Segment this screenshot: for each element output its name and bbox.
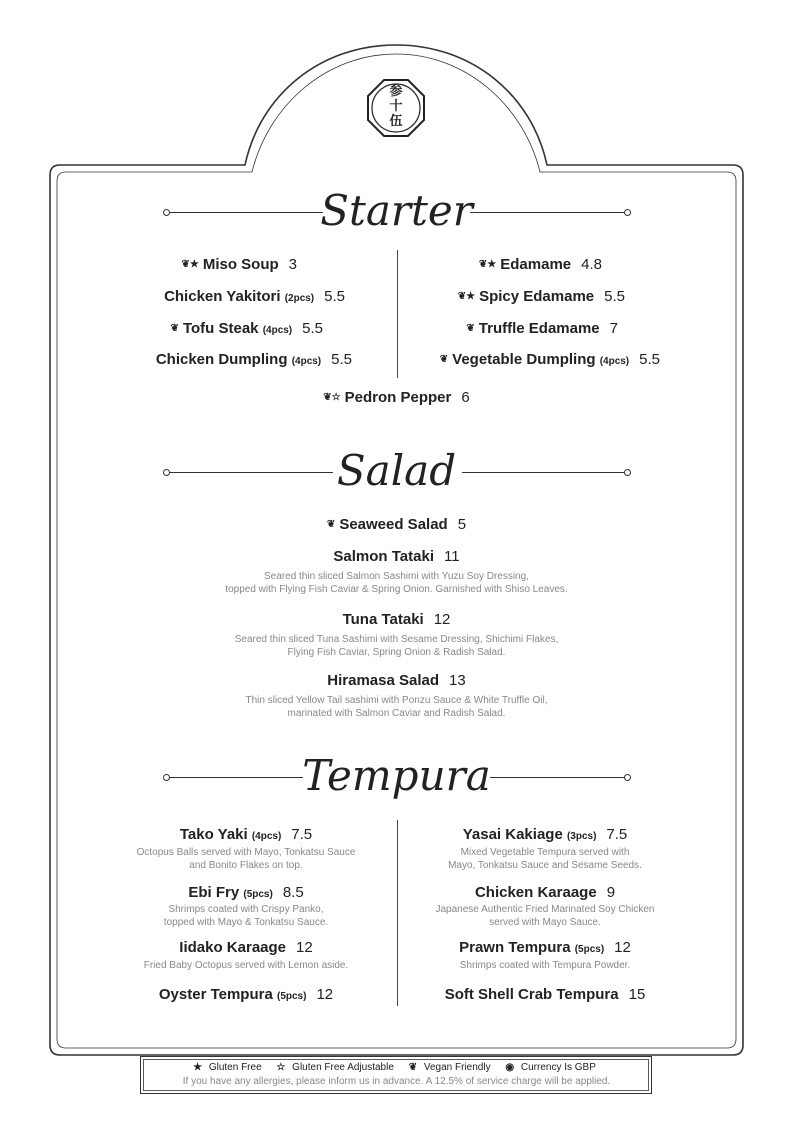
description-line: topped with Mayo & Tonkatsu Sauce. bbox=[163, 917, 329, 928]
item-price: 5.5 bbox=[604, 288, 625, 305]
item-description bbox=[0, 633, 793, 659]
item-price: 5.5 bbox=[324, 288, 345, 305]
item-name: Tako Yaki bbox=[179, 826, 248, 843]
item-price: 8.5 bbox=[282, 884, 304, 901]
menu-item-yasai-kakiage bbox=[420, 826, 670, 843]
section-title-starter: Starter bbox=[320, 186, 473, 235]
item-name: Tuna Tataki bbox=[342, 611, 424, 628]
brand-logo bbox=[366, 84, 426, 129]
item-pieces: (5pcs) bbox=[574, 944, 605, 955]
item-description bbox=[122, 846, 370, 872]
menu-item-soft-shell-crab-tempura bbox=[420, 986, 670, 1003]
legend-entry bbox=[409, 1062, 495, 1073]
item-name: Prawn Tempura bbox=[459, 939, 571, 956]
description-line: Octopus Balls served with Mayo, Tonkatsu Sauce bbox=[136, 847, 356, 858]
legend-label: Gluten Free Adjustable bbox=[292, 1062, 394, 1073]
description-line: Shrimps coated with Tempura Powder. bbox=[459, 960, 631, 971]
section-title-tempura: Tempura bbox=[302, 751, 491, 800]
legend-label: Currency Is GBP bbox=[520, 1062, 596, 1073]
item-pieces: (4pcs) bbox=[262, 325, 293, 336]
dietary-marker: ❦★ bbox=[457, 291, 476, 302]
item-pieces: (4pcs) bbox=[251, 831, 282, 842]
description-line: Japanese Authentic Fried Marinated Soy Chicken bbox=[435, 904, 655, 915]
item-name: Miso Soup bbox=[202, 256, 279, 273]
item-price: 5 bbox=[457, 516, 467, 533]
logo-glyph: 伍 bbox=[389, 114, 403, 129]
logo-glyph: 参 bbox=[389, 84, 403, 99]
item-pieces: (2pcs) bbox=[284, 293, 315, 304]
column-divider bbox=[397, 250, 398, 378]
item-name: Chicken Yakitori bbox=[164, 288, 281, 305]
item-price: 15 bbox=[628, 986, 646, 1003]
item-name: Pedron Pepper bbox=[344, 389, 452, 406]
item-price: 5.5 bbox=[302, 320, 323, 337]
gluten-free-icon: ★ bbox=[193, 1062, 203, 1073]
item-pieces: (5pcs) bbox=[276, 991, 307, 1002]
description-line: Flying Fish Caviar, Spring Onion & Radish Salad. bbox=[287, 647, 506, 658]
menu-item-chicken-karaage bbox=[420, 884, 670, 901]
item-description bbox=[420, 959, 670, 972]
item-price: 12 bbox=[296, 939, 313, 956]
item-price: 12 bbox=[614, 939, 631, 956]
column-divider bbox=[397, 820, 398, 1006]
dietary-marker: ❦ bbox=[170, 323, 179, 334]
legend-entry bbox=[505, 1062, 600, 1073]
section-title-salad: Salad bbox=[336, 446, 457, 495]
dietary-marker: ❦☆ bbox=[323, 392, 341, 403]
allergy-notice: If you have any allergies, please inform us in advance. A 12.5% of service charge will be applied. bbox=[182, 1076, 611, 1087]
item-pieces: (4pcs) bbox=[599, 356, 630, 367]
description-line: Shrimps coated with Crispy Panko, bbox=[168, 904, 324, 915]
legend-entry bbox=[276, 1062, 397, 1073]
item-price: 11 bbox=[444, 548, 460, 565]
menu-item-spicy-edamame bbox=[458, 288, 625, 305]
menu-item-seaweed-salad bbox=[0, 516, 793, 533]
item-name: Tofu Steak bbox=[182, 320, 259, 337]
item-price: 7.5 bbox=[606, 826, 628, 843]
menu-item-chicken-dumpling bbox=[156, 351, 352, 368]
item-price: 4.8 bbox=[581, 256, 602, 273]
description-line: Mayo, Tonkatsu Sauce and Sesame Seeds. bbox=[448, 860, 642, 871]
item-price: 7.5 bbox=[291, 826, 313, 843]
item-description bbox=[122, 903, 370, 929]
menu-item-prawn-tempura bbox=[420, 939, 670, 956]
menu-item-miso-soup bbox=[181, 256, 297, 273]
item-price: 3 bbox=[288, 256, 297, 273]
dietary-marker: ❦ bbox=[439, 354, 449, 365]
item-pieces: (3pcs) bbox=[566, 831, 597, 842]
description-line: Seared thin sliced Tuna Sashimi with Sesame Dressing, Shichimi Flakes, bbox=[234, 634, 559, 645]
description-line: Mixed Vegetable Tempura served with bbox=[460, 847, 630, 858]
menu-item-tako-yaki bbox=[122, 826, 370, 843]
menu-item-tuna-tataki bbox=[0, 611, 793, 628]
item-description bbox=[122, 959, 370, 972]
item-price: 9 bbox=[606, 884, 616, 901]
item-price: 13 bbox=[449, 672, 466, 689]
item-description bbox=[420, 903, 670, 929]
item-price: 5.5 bbox=[331, 351, 352, 368]
item-name: Chicken Karaage bbox=[474, 884, 597, 901]
vegan-leaf-icon: ❦ bbox=[408, 1062, 418, 1073]
menu-item-hiramasa-salad bbox=[0, 672, 793, 689]
item-description bbox=[0, 694, 793, 720]
description-line: Fried Baby Octopus served with Lemon aside. bbox=[143, 960, 349, 971]
logo-glyph: 十 bbox=[389, 99, 403, 114]
menu-item-iidako-karaage bbox=[122, 939, 370, 956]
item-name: Truffle Edamame bbox=[478, 320, 600, 337]
dietary-marker: ❦ bbox=[466, 323, 475, 334]
dietary-marker: ❦ bbox=[326, 519, 336, 530]
item-name: Iidako Karaage bbox=[179, 939, 287, 956]
item-name: Soft Shell Crab Tempura bbox=[444, 986, 619, 1003]
description-line: and Bonito Flakes on top. bbox=[189, 860, 303, 871]
menu-item-oyster-tempura bbox=[122, 986, 370, 1003]
item-name: Yasai Kakiage bbox=[462, 826, 563, 843]
menu-item-pedron-pepper bbox=[0, 389, 793, 406]
dietary-legend bbox=[0, 1062, 793, 1073]
item-price: 5.5 bbox=[639, 351, 660, 368]
menu-item-chicken-yakitori bbox=[164, 288, 345, 305]
description-line: Seared thin sliced Salmon Sashimi with Yuzu Soy Dressing, bbox=[264, 571, 529, 582]
item-pieces: (5pcs) bbox=[243, 889, 273, 900]
item-name: Hiramasa Salad bbox=[327, 672, 440, 689]
item-name: Salmon Tataki bbox=[333, 548, 434, 565]
item-description bbox=[420, 846, 670, 872]
item-name: Chicken Dumpling bbox=[155, 351, 288, 368]
legend-label: Vegan Friendly bbox=[423, 1062, 491, 1073]
menu-item-tofu-steak bbox=[171, 320, 323, 337]
item-name: Oyster Tempura bbox=[158, 986, 273, 1003]
menu-item-salmon-tataki bbox=[0, 548, 793, 565]
description-line: topped with Flying Fish Caviar & Spring Onion. Garnished with Shiso Leaves. bbox=[225, 584, 568, 595]
description-line: marinated with Salmon Caviar and Radish Salad. bbox=[287, 708, 506, 719]
menu-item-edamame bbox=[479, 256, 602, 273]
currency-icon: ◉ bbox=[505, 1062, 515, 1073]
menu-item-vegetable-dumpling bbox=[440, 351, 660, 368]
item-price: 12 bbox=[433, 611, 451, 628]
description-line: served with Mayo Sauce. bbox=[489, 917, 601, 928]
dietary-marker: ❦★ bbox=[181, 259, 199, 270]
gluten-free-adjustable-icon: ☆ bbox=[276, 1062, 286, 1073]
item-price: 7 bbox=[609, 320, 618, 337]
legend-entry bbox=[193, 1062, 266, 1073]
legend-label: Gluten Free bbox=[208, 1062, 262, 1073]
item-price: 12 bbox=[316, 986, 334, 1003]
item-name: Spicy Edamame bbox=[479, 288, 595, 305]
item-name: Seaweed Salad bbox=[339, 516, 448, 533]
item-description bbox=[0, 570, 793, 596]
item-name: Edamame bbox=[500, 256, 572, 273]
menu-item-truffle-edamame bbox=[466, 320, 618, 337]
description-line: Thin sliced Yellow Tail sashimi with Ponzu Sauce & White Truffle Oil, bbox=[245, 695, 548, 706]
item-name: Vegetable Dumpling bbox=[452, 351, 596, 368]
item-name: Ebi Fry bbox=[188, 884, 240, 901]
item-pieces: (4pcs) bbox=[291, 356, 322, 367]
dietary-marker: ❦★ bbox=[478, 259, 497, 270]
item-price: 6 bbox=[461, 389, 470, 406]
menu-item-ebi-fry bbox=[122, 884, 370, 901]
